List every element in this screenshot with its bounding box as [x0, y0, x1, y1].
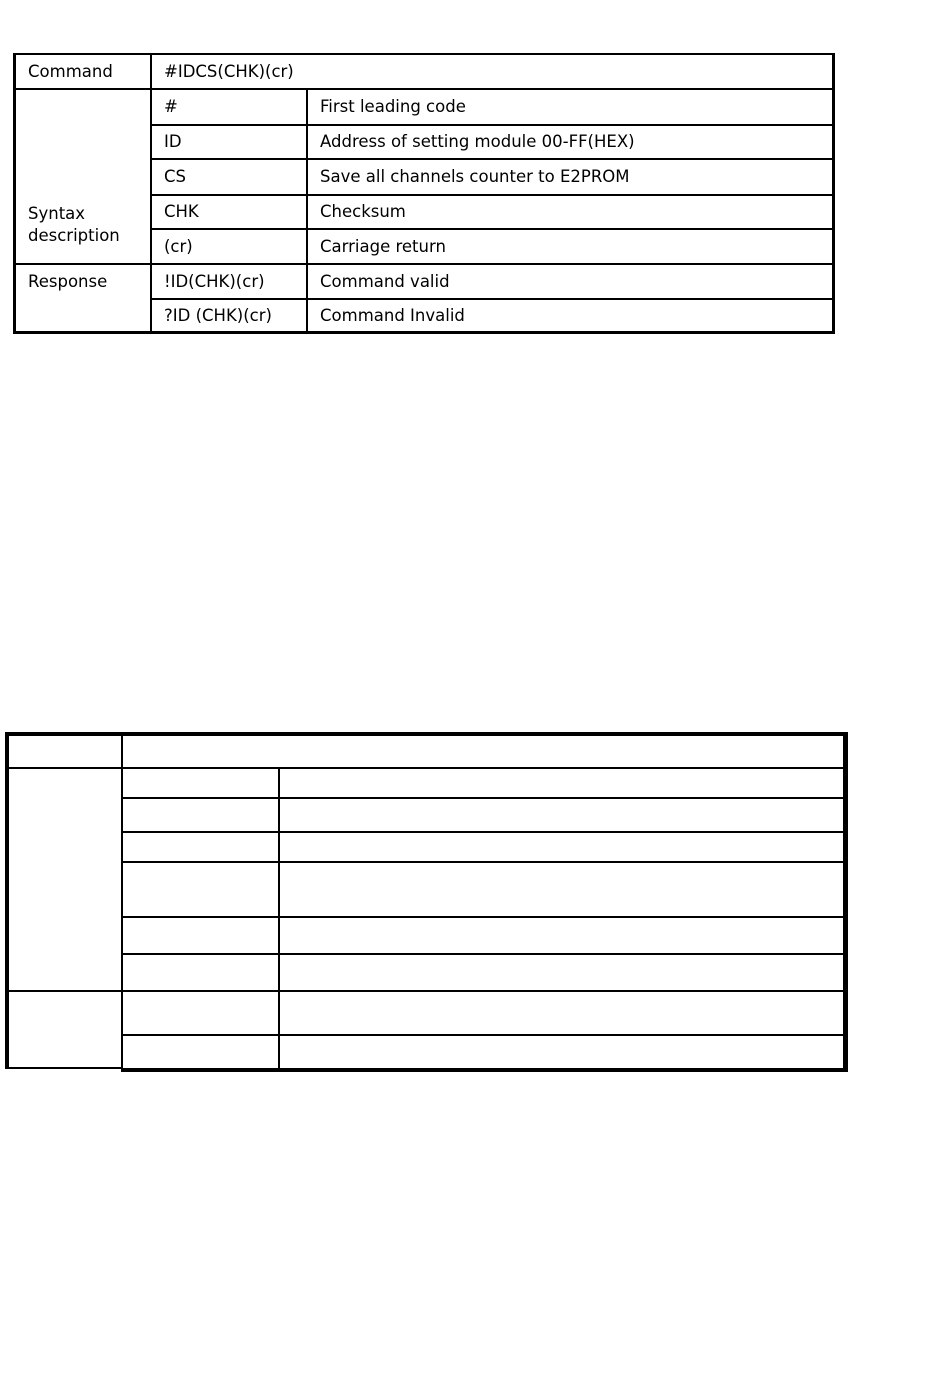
syntax-description-label [16, 200, 150, 250]
response-desc-cell: Command Invalid [320, 305, 465, 325]
command-table [13, 53, 835, 334]
grid-line [121, 1068, 848, 1072]
syntax-code-cell: # [164, 97, 178, 116]
grid-line [121, 953, 848, 955]
syntax-code-cell: CHK [164, 202, 199, 221]
syntax-code-cell: (cr) [164, 236, 193, 256]
command-label: Command [28, 62, 113, 81]
grid-line [121, 734, 123, 1072]
syntax-desc-cell: Address of setting module 00-FF(HEX) [320, 132, 635, 151]
response-code-cell: !ID(CHK)(cr) [164, 271, 265, 291]
syntax-code-cell: ID [164, 132, 182, 151]
grid-line [5, 732, 9, 1069]
grid-line [5, 767, 848, 769]
syntax-label-line1: Syntax [28, 204, 86, 223]
command-value: #IDCS(CHK)(cr) [164, 62, 294, 81]
response-desc-cell: Command valid [320, 271, 450, 291]
syntax-desc-cell: Carriage return [320, 236, 446, 256]
grid-line [121, 797, 848, 799]
syntax-desc-cell: Save all channels counter to E2PROM [320, 167, 630, 186]
response-code-cell: ?ID (CHK)(cr) [164, 305, 272, 325]
syntax-code-cell: CS [164, 167, 186, 186]
grid-line [121, 861, 848, 863]
syntax-desc-cell: Checksum [320, 202, 406, 221]
syntax-desc-cell: First leading code [320, 97, 466, 116]
response-label: Response [28, 271, 108, 291]
grid-line [843, 732, 848, 1072]
grid-line [5, 732, 848, 736]
syntax-label-line2: description [28, 226, 120, 245]
grid-line [121, 916, 848, 918]
grid-line [121, 1034, 848, 1036]
grid-line [278, 768, 280, 1070]
grid-line [5, 990, 848, 992]
grid-line [5, 1067, 123, 1069]
grid-line [121, 831, 848, 833]
